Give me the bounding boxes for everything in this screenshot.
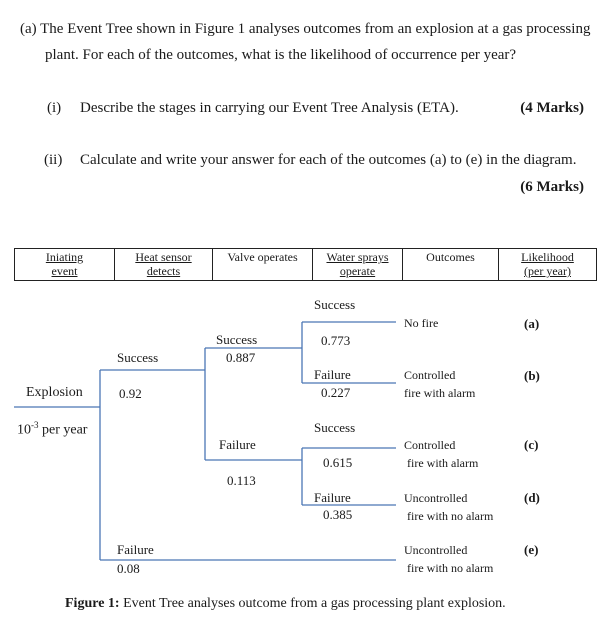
outcome-e-label: (e) [524, 542, 539, 557]
header-outcomes-text: Outcomes [426, 250, 475, 264]
spray2-failure-label: Failure [314, 490, 351, 505]
valve-failure-probability: 0.113 [227, 473, 256, 488]
initiating-frequency [17, 420, 87, 439]
header-valve-operates-text: Valve operates [227, 250, 298, 264]
outcome-a-label: (a) [524, 316, 540, 331]
outcome-b-label: (b) [524, 368, 540, 383]
outcome-b-line1: Controlled [404, 368, 456, 382]
frequency-unit: per year [38, 422, 88, 438]
figure-caption-text: Event Tree analyses outcome from a gas processing plant explosion. [119, 596, 506, 611]
question-ii-number: (ii) [44, 152, 63, 168]
outcome-d-line2: fire with no alarm [407, 509, 494, 523]
outcome-c-label: (c) [524, 437, 539, 452]
outcome-a-line1: No fire [404, 316, 439, 330]
header-likelihood-line2: (per year) [524, 264, 571, 278]
spray2-success-label: Success [314, 420, 356, 435]
question-i-number: (i) [47, 100, 62, 116]
outcome-b-line2: fire with alarm [404, 386, 476, 400]
header-initiating-line2: event [51, 264, 78, 278]
header-heat-sensor-line2: detects [146, 264, 181, 278]
frequency-exponent: -3 [31, 420, 39, 430]
sensor-success-label: Success [117, 350, 159, 365]
sensor-failure-probability: 0.08 [117, 561, 140, 576]
figure-caption [65, 596, 506, 612]
question-ii-text: Calculate and write your answer for each of the outcomes (a) to (e) in the diagram. [80, 152, 577, 168]
header-likelihood-line1: Likelihood [521, 250, 574, 264]
spray2-success-probability: 0.615 [323, 455, 353, 470]
spray1-success-label: Success [314, 297, 356, 312]
frequency-base: 10 [17, 422, 31, 438]
header-water-sprays-line1: Water sprays [326, 250, 389, 264]
spray1-failure-label: Failure [314, 367, 351, 382]
question-a-line1: (a) The Event Tree shown in Figure 1 analyses outcomes from an explosion at a gas processing [20, 21, 591, 37]
sensor-success-probability: 0.92 [119, 386, 142, 401]
question-ii-marks: (6 Marks) [520, 179, 584, 195]
outcome-c-line2: fire with alarm [407, 456, 479, 470]
initiating-event-label: Explosion [26, 385, 83, 400]
outcome-c-line1: Controlled [404, 438, 456, 452]
question-i-marks: (4 Marks) [520, 100, 584, 116]
spray1-success-probability: 0.773 [321, 333, 351, 348]
outcome-d-label: (d) [524, 490, 540, 505]
valve-success-label: Success [216, 332, 258, 347]
header-initiating-line1: Iniating [45, 250, 84, 264]
valve-failure-label: Failure [219, 437, 256, 452]
header-water-sprays-line2: operate [339, 264, 376, 278]
outcome-e-line2: fire with no alarm [407, 561, 494, 575]
valve-success-probability: 0.887 [226, 350, 256, 365]
outcome-e-line1: Uncontrolled [404, 543, 468, 557]
figure-caption-label: Figure 1: [65, 596, 120, 611]
spray1-failure-probability: 0.227 [321, 385, 351, 400]
header-heat-sensor-line1: Heat sensor [135, 250, 192, 264]
question-i-text: Describe the stages in carrying our Event Tree Analysis (ETA). [80, 100, 459, 116]
question-a-line2: plant. For each of the outcomes, what is the likelihood of occurrence per year? [45, 47, 517, 63]
outcome-d-line1: Uncontrolled [404, 491, 468, 505]
sensor-failure-label: Failure [117, 542, 154, 557]
spray2-failure-probability: 0.385 [323, 507, 353, 522]
